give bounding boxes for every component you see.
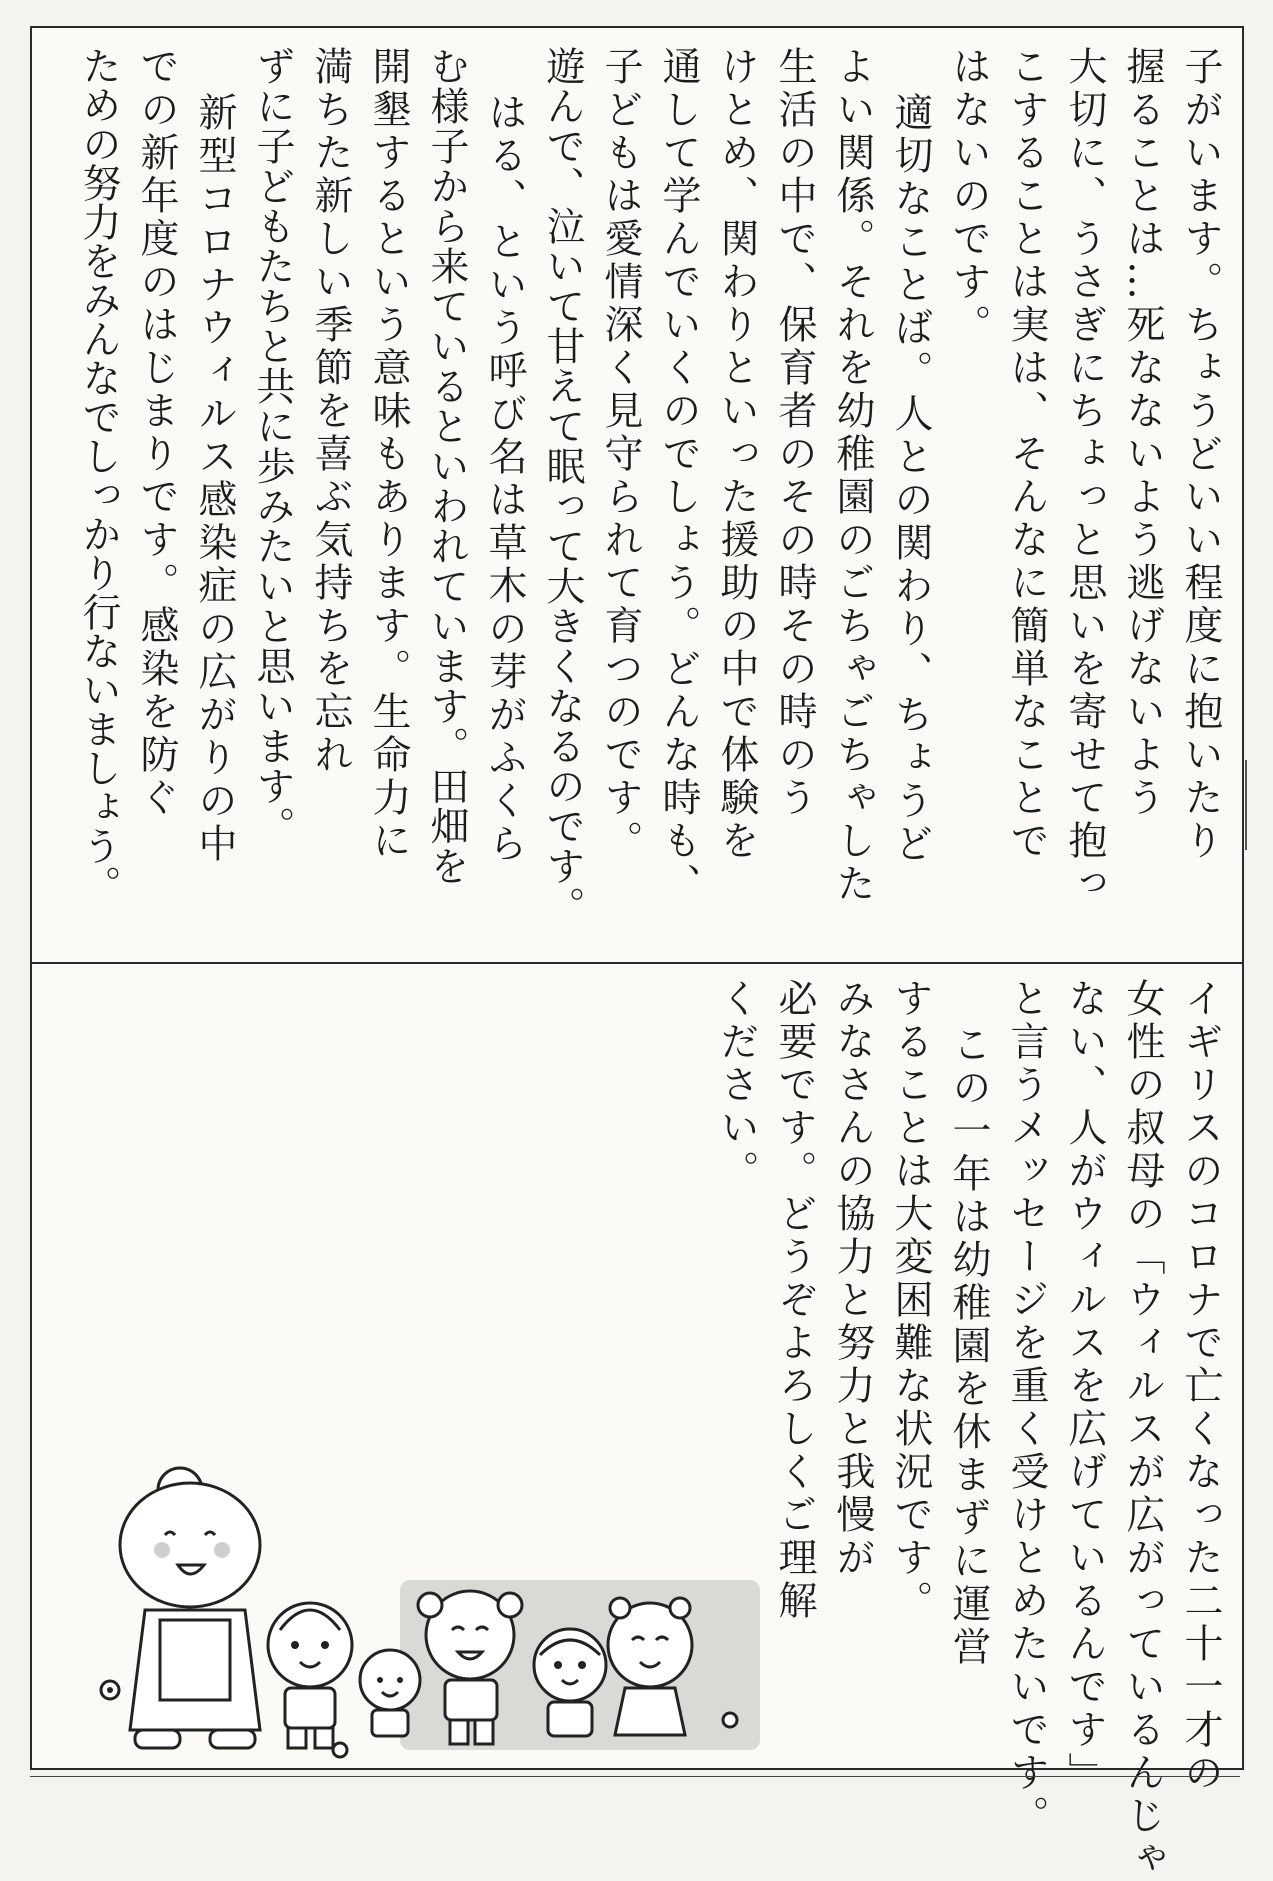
text-column: 生活の中で、保育者のその時その時のう xyxy=(772,46,817,820)
text-column: こすることは実は、そんなに簡単なことで xyxy=(1004,46,1049,863)
text-column: はる、という呼び名は草木の芽がふくら xyxy=(482,92,527,866)
text-column: はないのです。 xyxy=(946,46,991,347)
text-column: 女性の叔母の「ウィルスが広がっているんじゃ xyxy=(1120,978,1165,1881)
text-column: 満ちた新しい季節を喜ぶ気持ちを忘れ xyxy=(308,46,353,777)
text-column: 必要です。どうぞよろしくご理解 xyxy=(772,978,817,1623)
text-column: ための努力をみんなでしっかり行ないましょう。 xyxy=(76,46,121,904)
text-column: と言うメッセージを重く受けとめたいです。 xyxy=(1004,978,1049,1838)
teacher-and-children-drawing-icon xyxy=(70,1430,770,1760)
text-column: 通して学んでいくのでしょう。どんな時も、 xyxy=(656,46,701,906)
text-column: 大切に、うさぎにちょっと思いを寄せて抱っ xyxy=(1062,46,1107,906)
text-column: けとめ、関わりといった援助の中で体験を xyxy=(714,46,759,863)
margin-mark xyxy=(1245,760,1247,850)
text-column: ずに子どもたちと共に歩みたいと思います。 xyxy=(250,46,295,846)
text-column: イギリスのコロナで亡くなった二十一才の xyxy=(1178,978,1223,1795)
text-column: 握ることは…死なないよう逃げないよう xyxy=(1120,46,1165,820)
bottom-rule xyxy=(30,1776,1240,1777)
text-column: ください。 xyxy=(714,978,759,1193)
text-column: この一年は幼稚園を休まずに運営 xyxy=(946,1024,991,1669)
text-column: む様子から来ているといわれています。田畑を xyxy=(424,46,469,886)
text-column: みなさんの協力と努力と我慢が xyxy=(830,978,875,1580)
text-column: 新型コロナウィルス感染症の広がりの中 xyxy=(192,92,237,866)
text-column: 開墾するという意味もあります。生命力に xyxy=(366,46,411,863)
section-divider xyxy=(32,962,1242,964)
text-column: での新年度のはじまりです。感染を防ぐ xyxy=(134,46,179,820)
text-column: ない、人がウィルスを広げているんです」 xyxy=(1062,978,1107,1795)
text-column: 遊んで、泣いて甘えて眠って大きくなるのです。 xyxy=(540,46,585,926)
text-column: 子がいます。ちょうどいい程度に抱いたり xyxy=(1178,46,1223,863)
text-column: 適切なことば。人との関わり、ちょうど xyxy=(888,92,933,866)
text-column: よい関係。それを幼稚園のごちゃごちゃした xyxy=(830,46,875,906)
text-column: 子どもは愛情深く見守られて育つのです。 xyxy=(598,46,643,863)
text-column: することは大変困難な状況です。 xyxy=(888,978,933,1623)
